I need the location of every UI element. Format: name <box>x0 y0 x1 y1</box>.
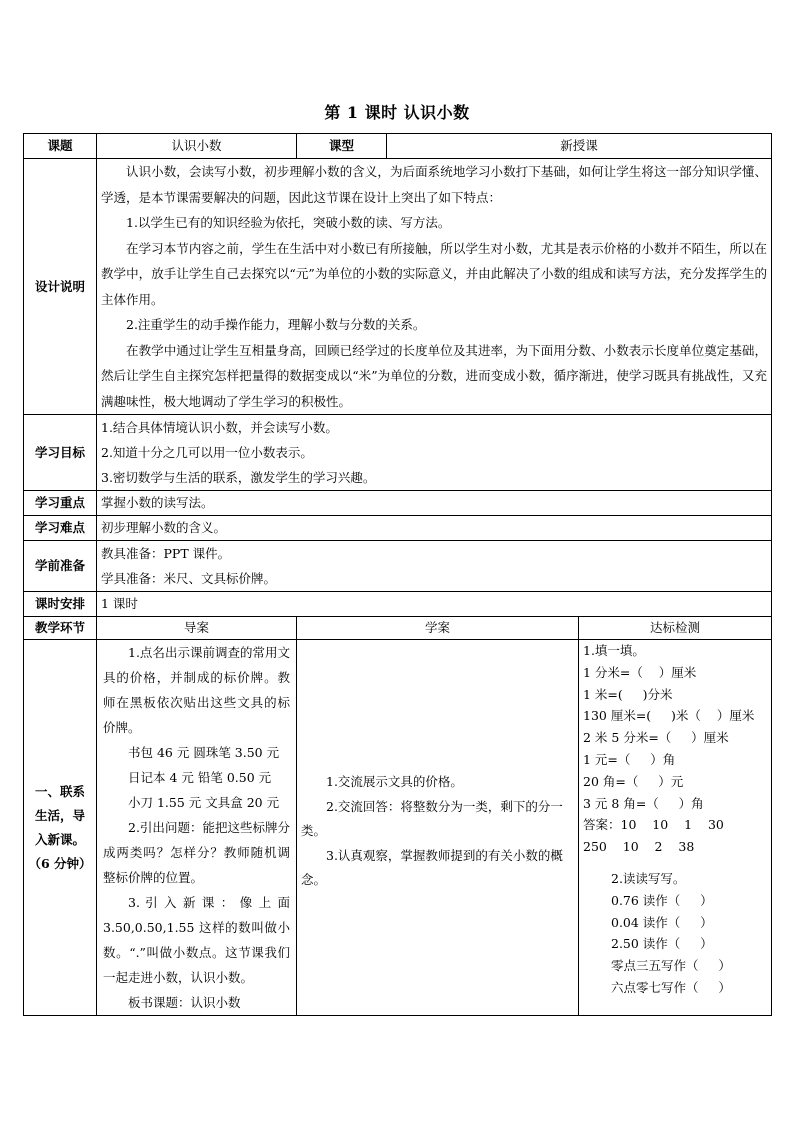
check-line: 1 分米=（ ）厘米 <box>583 664 697 680</box>
check2-line: 零点三五写作（ ） <box>611 958 731 974</box>
steps-header-row <box>24 617 772 640</box>
design-paragraph: 2.注重学生的动手操作能力，理解小数与分数的关系。 <box>126 317 426 332</box>
check2-line: 2.50 读作（ ） <box>611 936 713 952</box>
check2-line: 六点零七写作（ ） <box>611 979 731 995</box>
col-check-label: 达标检测 <box>579 617 772 640</box>
check-spacer <box>583 858 767 868</box>
step1-study <box>297 640 579 1016</box>
check-line: 250 10 2 38 <box>583 839 695 855</box>
check-line: 1 元=（ ）角 <box>583 751 676 767</box>
key-row <box>24 491 772 516</box>
difficulty-row <box>24 516 772 541</box>
difficulty-text: 初步理解小数的含义。 <box>97 516 772 541</box>
design-row <box>24 159 772 415</box>
goal-item: 3.密切数学与生活的联系，激发学生的学习兴趣。 <box>101 470 376 485</box>
prep-line: 学具准备：米尺、文具标价牌。 <box>101 571 277 586</box>
goal-item: 1.结合具体情境认识小数，并会读写小数。 <box>101 420 338 435</box>
lesson-plan-table <box>23 133 772 1016</box>
goals-label: 学习目标 <box>24 415 97 491</box>
schedule-label: 课时安排 <box>24 592 97 617</box>
schedule-text: 1 课时 <box>97 592 772 617</box>
step1-label-line: （6 分钟） <box>28 855 92 871</box>
design-paragraph: 在教学中通过让学生互相量身高，回顾已经学过的长度单位及其进率，为下面用分数、小数表示长度单位奠定基础，然后让学生自主探究怎样把量得的数据变成以“米”为单位的分数，进而变成小数，循序渐进，使学习既具有挑战性，又充满趣味性，极大地调动了学生学习的积极性。 <box>101 342 768 409</box>
header-row <box>24 134 772 159</box>
goals-row <box>24 415 772 491</box>
prep-line: 教具准备：PPT 课件。 <box>101 546 231 561</box>
key-label: 学习重点 <box>24 491 97 516</box>
guide-paragraph: 日记本 4 元 铅笔 0.50 元 <box>128 770 272 785</box>
schedule-row <box>24 592 772 617</box>
study-paragraph: 1.交流展示文具的价格。 <box>326 774 463 790</box>
design-paragraph: 1.以学生已有的知识经验为依托，突破小数的读、写方法。 <box>126 215 451 230</box>
topic-label: 课题 <box>24 134 97 159</box>
prep-row <box>24 541 772 592</box>
check-line: 1.填一填。 <box>583 643 645 658</box>
key-text: 掌握小数的读写法。 <box>97 491 772 516</box>
prep-label: 学前准备 <box>24 541 97 592</box>
check-line: 答案：10 10 1 30 <box>583 817 724 833</box>
step1-label-line: 生活，导 <box>34 807 85 823</box>
col-study-label: 学案 <box>297 617 579 640</box>
step1-row <box>24 640 772 1016</box>
guide-paragraph: 书包 46 元 圆珠笔 3.50 元 <box>128 745 280 760</box>
guide-paragraph: 3. 引 入 新 课 ： 像 上 面 3.50,0.50,1.55 这样的数叫做小数。“.”叫做小数点。这节课我们一起走进小数，认识小数。 <box>103 895 290 985</box>
guide-paragraph: 1.点名出示课前调查的常用文具的价格，并制成的标价牌。教师在黑板依次贴出这些文具的标价牌。 <box>103 645 290 735</box>
design-paragraph: 认识小数，会读写小数，初步理解小数的含义，为后面系统地学习小数打下基础，如何让学生将这一部分知识学懂、学透，是本节课需要解决的问题，因此这节课在设计上突出了如下特点： <box>101 164 768 205</box>
check-line: 20 角=（ ）元 <box>583 773 684 789</box>
check-line: 1 米=( )分米 <box>583 686 673 702</box>
check-line: 3 元 8 角=（ ）角 <box>583 795 704 811</box>
study-paragraph: 2.交流回答：将整数分为一类，剩下的分一类。 <box>301 798 563 839</box>
step1-label-line: 入新课。 <box>34 831 85 847</box>
design-content <box>97 159 772 415</box>
step1-check <box>579 640 772 1016</box>
guide-paragraph: 板书课题：认识小数 <box>128 995 241 1010</box>
check-line: 130 厘米=( )米（ ）厘米 <box>583 708 755 724</box>
col-guide-label: 导案 <box>97 617 297 640</box>
type-value: 新授课 <box>387 134 772 159</box>
study-paragraph: 3.认真观察，掌握教师提到的有关小数的概念。 <box>301 847 563 888</box>
guide-paragraph: 2.引出问题：能把这些标牌分成两类吗？怎样分？教师随机调整标价牌的位置。 <box>103 820 290 885</box>
type-label: 课型 <box>297 134 387 159</box>
check2-line: 0.04 读作（ ） <box>611 914 713 930</box>
topic-value: 认识小数 <box>97 134 297 159</box>
check-line: 2 米 5 分米=（ ）厘米 <box>583 730 729 746</box>
prep-content <box>97 541 772 592</box>
step1-label-line: 一、联系 <box>34 783 85 799</box>
guide-paragraph: 小刀 1.55 元 文具盒 20 元 <box>128 795 280 810</box>
step1-guide <box>97 640 297 1016</box>
step1-label <box>24 640 97 1016</box>
design-label: 设计说明 <box>24 159 97 415</box>
check2-line: 0.76 读作（ ） <box>611 892 713 908</box>
col-step-label: 教学环节 <box>24 617 97 640</box>
design-paragraph: 在学习本节内容之前，学生在生活中对小数已有所接触，所以学生对小数，尤其是表示价格的小数并不陌生，所以在教学中，放手让学生自己去探究以“元”为单位的小数的实际意义，并由此解决了小数的组成和读写方法，充分发挥学生的主体作用。 <box>101 240 768 307</box>
goals-content <box>97 415 772 491</box>
goal-item: 2.知道十分之几可以用一位小数表示。 <box>101 445 313 460</box>
check2-line: 2.读读写写。 <box>611 870 686 886</box>
difficulty-label: 学习难点 <box>24 516 97 541</box>
page-title: 第 1 课时 认识小数 <box>324 103 470 122</box>
